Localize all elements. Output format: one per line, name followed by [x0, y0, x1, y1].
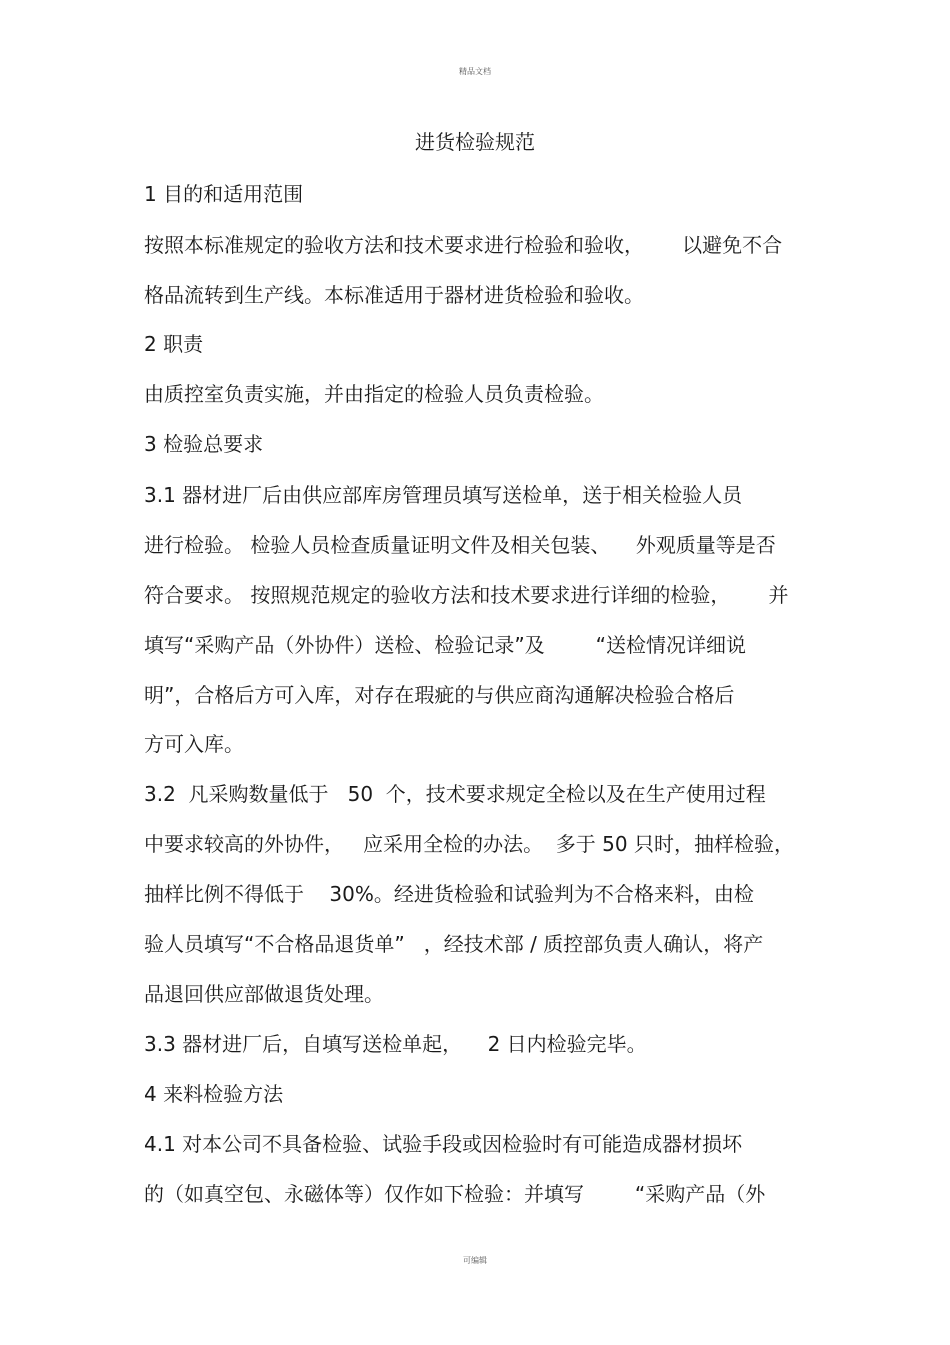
paragraph-line: 抽样比例不得低于 30%。经进货检验和试验判为不合格来料，由检: [144, 882, 754, 906]
paragraph-line: 按照本标准规定的验收方法和技术要求进行检验和验收， 以避免不合: [144, 233, 783, 257]
paragraph-line: 验人员填写“不合格品退货单” ，经技术部 / 质控部负责人确认，将产: [144, 932, 764, 956]
paragraph-line: 格品流转到生产线。本标准适用于器材进货检验和验收。: [144, 283, 644, 307]
section-heading-1: 1 目的和适用范围: [144, 182, 304, 206]
paragraph-line: 由质控室负责实施，并由指定的检验人员负责检验。: [144, 382, 604, 406]
paragraph-line: 品退回供应部做退货处理。: [144, 982, 384, 1006]
section-heading-2: 2 职责: [144, 332, 204, 356]
paragraph-line: 3.2 凡采购数量低于 50 个，技术要求规定全检以及在生产使用过程: [144, 782, 766, 806]
paragraph-line: 中要求较高的外协件， 应采用全检的办法。 多于 50 只时，抽样检验，: [144, 832, 794, 856]
paragraph-line: 符合要求。 按照规范规定的验收方法和技术要求进行详细的检验， 并: [144, 583, 789, 607]
paragraph-line: 4.1 对本公司不具备检验、试验手段或因检验时有可能造成器材损坏: [144, 1132, 743, 1156]
paragraph-line: 3.1 器材进厂后由供应部库房管理员填写送检单，送于相关检验人员: [144, 483, 743, 507]
paragraph-line: 的（如真空包、永磁体等）仅作如下检验：并填写 “采购产品（外: [144, 1182, 766, 1206]
header-watermark: 精品文档: [459, 67, 491, 76]
paragraph-line: 进行检验。 检验人员检查质量证明文件及相关包装、 外观质量等是否: [144, 533, 776, 557]
paragraph-line: 方可入库。: [144, 732, 244, 756]
section-heading-4: 4 来料检验方法: [144, 1082, 284, 1106]
paragraph-line: 明”，合格后方可入库，对存在瑕疵的与供应商沟通解决检验合格后: [144, 683, 735, 707]
paragraph-line: 3.3 器材进厂后，自填写送检单起， 2 日内检验完毕。: [144, 1032, 647, 1056]
paragraph-line: 填写“采购产品（外协件）送检、检验记录”及 “送检情况详细说: [144, 633, 746, 657]
document-title: 进货检验规范: [415, 130, 535, 154]
footer-watermark: 可编辑: [463, 1256, 487, 1265]
section-heading-3: 3 检验总要求: [144, 432, 264, 456]
